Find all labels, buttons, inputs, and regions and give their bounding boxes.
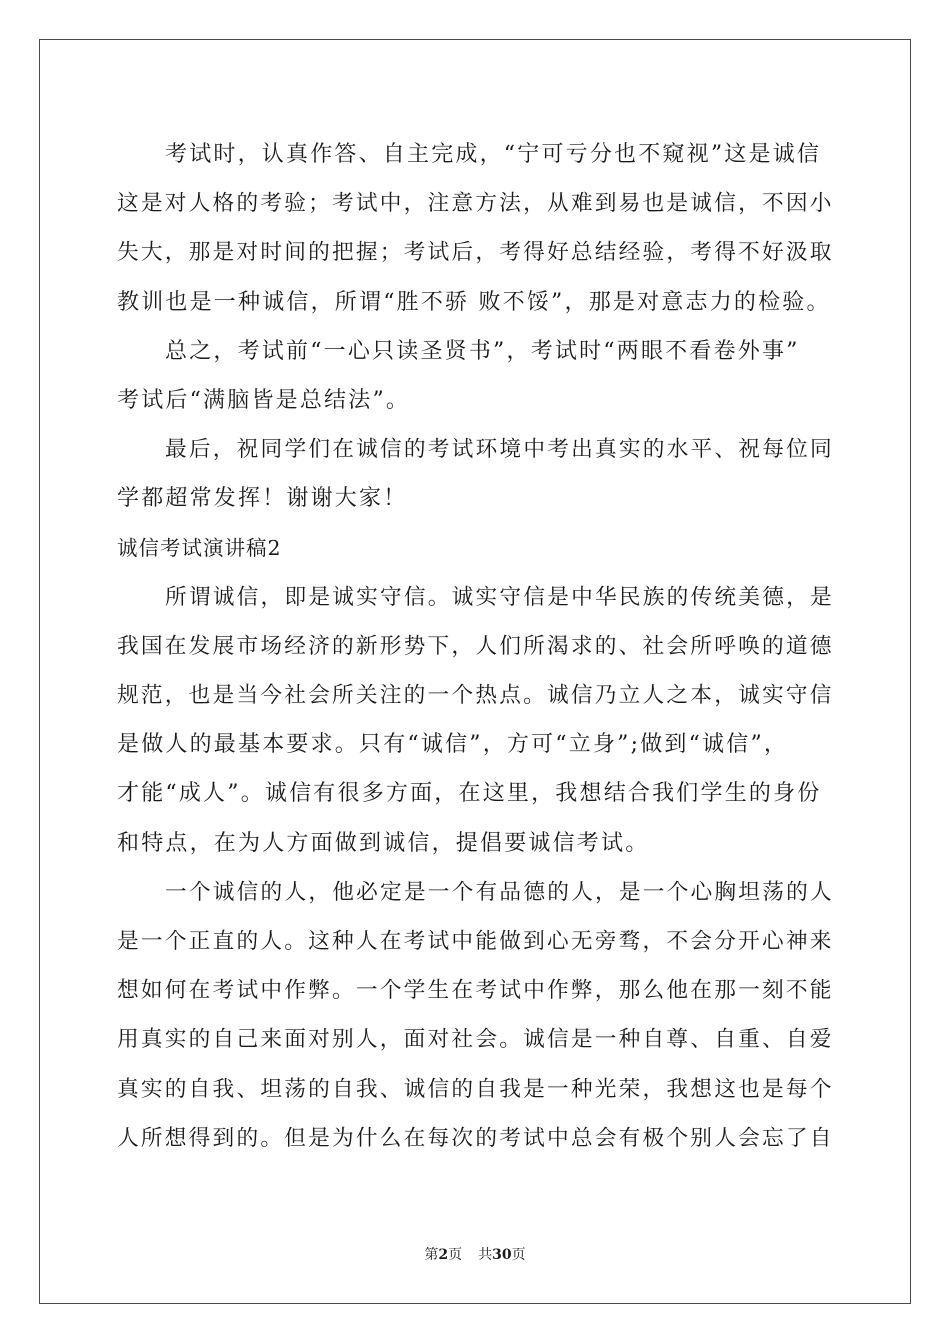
- section-heading: 诚信考试演讲稿2: [117, 535, 282, 560]
- text-line: 所谓诚信，即是诚实守信。诚实守信是中华民族的传统美德，是: [165, 584, 834, 610]
- text-line: 这是对人格的考验；考试中，注意方法，从难到易也是诚信，不因小: [117, 191, 834, 217]
- total-suffix: 页: [511, 1247, 526, 1263]
- text-line: 一个诚信的人，他必定是一个有品德的人，是一个心胸坦荡的人: [165, 879, 834, 905]
- page-footer: [0, 1244, 950, 1264]
- text-line: 是做人的最基本要求。只有“诚信”，方可“立身”;做到“诚信”，: [117, 732, 789, 758]
- page-number: 2: [438, 1247, 449, 1263]
- text-line: 用真实的自己来面对别人，面对社会。诚信是一种自尊、自重、自爱: [117, 1027, 834, 1053]
- text-line: 最后，祝同学们在诚信的考试环境中考出真实的水平、祝每位同: [165, 437, 834, 463]
- text-line: 考试后“满脑皆是总结法”。: [117, 387, 411, 413]
- text-line: 教训也是一种诚信，所谓“胜不骄 败不馁”，那是对意志力的检验。: [117, 289, 831, 315]
- page-suffix: 页: [448, 1247, 463, 1263]
- total-prefix: 共: [478, 1247, 493, 1263]
- page-prefix: 第: [424, 1247, 439, 1263]
- text-line: 才能“成人”。诚信有很多方面，在这里，我想结合我们学生的身份: [117, 781, 822, 807]
- text-line: 和特点，在为人方面做到诚信，提倡要诚信考试。: [117, 830, 650, 856]
- text-line: 失大，那是对时间的把握；考试后，考得好总结经验，考得不好汲取: [117, 240, 834, 266]
- text-line: 是一个正直的人。这种人在考试中能做到心无旁骛，不会分开心神来: [117, 929, 834, 954]
- text-line: 人所想得到的。但是为什么在每次的考试中总会有极个别人会忘了自: [117, 1125, 834, 1151]
- text-line: 想如何在考试中作弊。一个学生在考试中作弊，那么他在那一刻不能: [117, 978, 834, 1004]
- text-line: 总之，考试前“一心只读圣贤书”，考试时“两眼不看卷外事”: [165, 338, 800, 364]
- text-line: 真实的自我、坦荡的自我、诚信的自我是一种光荣，我想这也是每个: [117, 1076, 834, 1102]
- document-body: [117, 130, 837, 1163]
- total-pages: 30: [492, 1247, 512, 1263]
- text-line: 学都超常发挥！谢谢大家！: [117, 486, 408, 512]
- text-line: 我国在发展市场经济的新形势下，人们所渴求的、社会所呼唤的道德: [117, 633, 834, 659]
- text-line: 考试时，认真作答、自主完成，“宁可亏分也不窥视”这是诚信: [165, 142, 822, 167]
- text-line: 规范，也是当今社会所关注的一个热点。诚信乃立人之本，诚实守信: [117, 683, 834, 709]
